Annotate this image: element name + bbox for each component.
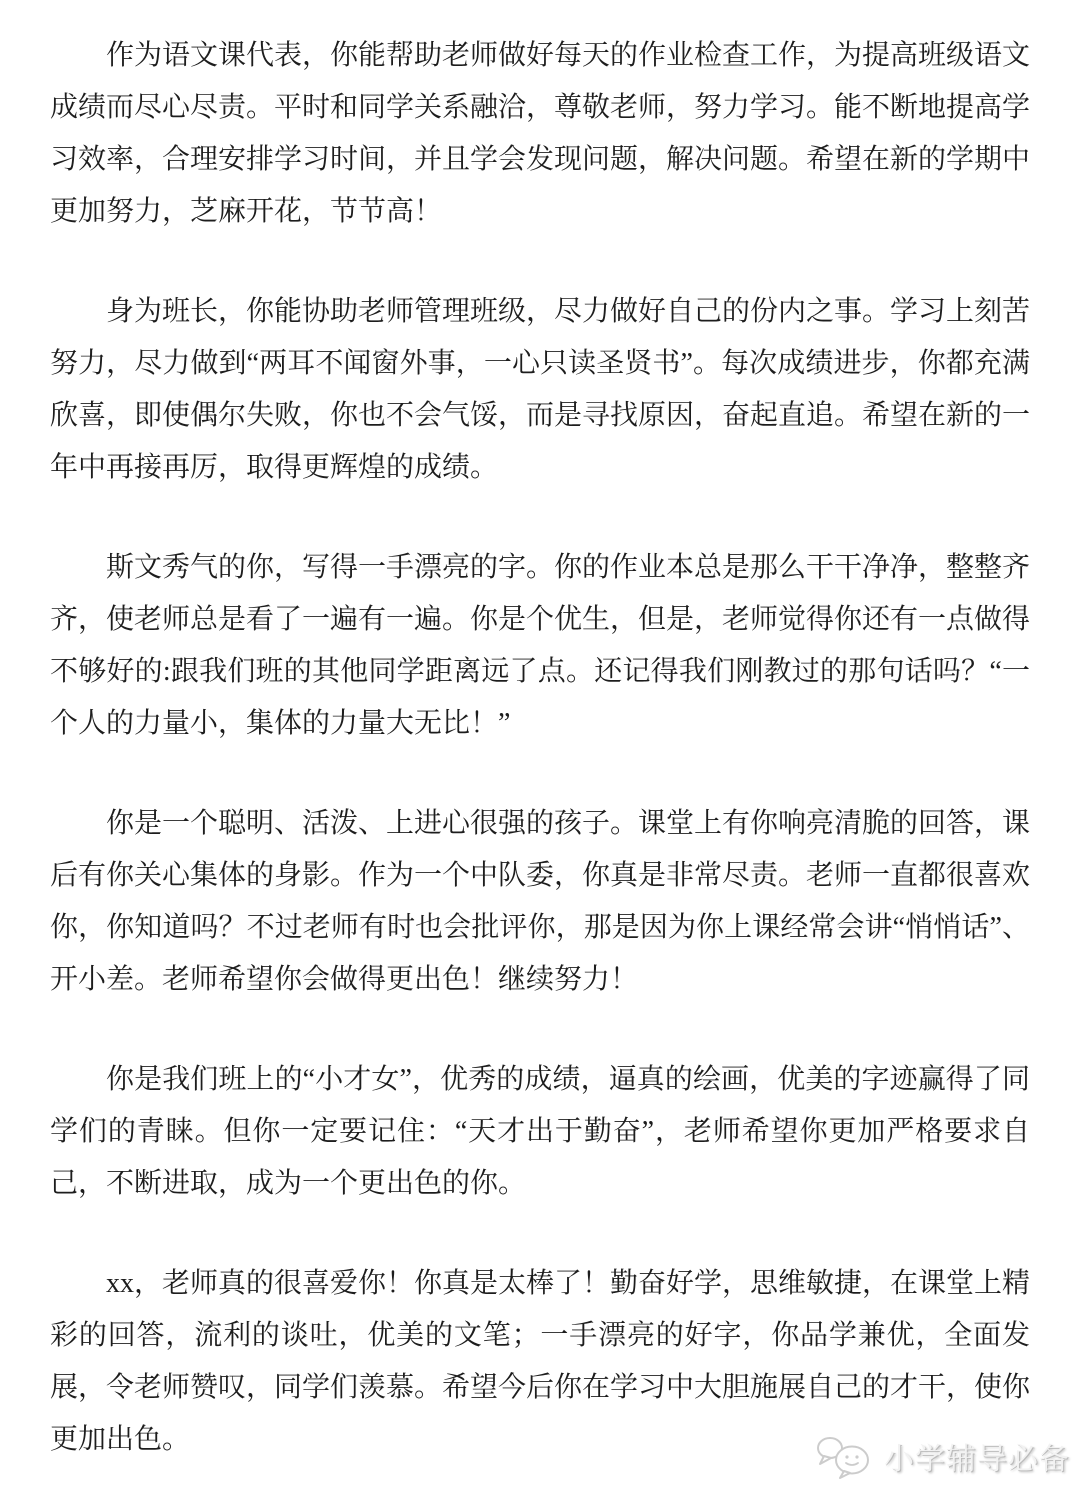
paragraph-5: 你是我们班上的“小才女”，优秀的成绩，逼真的绘画，优美的字迹赢得了同学们的青睐。但你一定要记住：“天才出于勤奋”，老师希望你更加严格要求自己，不断进取，成为一个更出色的你。 — [50, 1064, 1030, 1199]
paragraph-1: 作为语文课代表，你能帮助老师做好每天的作业检查工作，为提高班级语文成绩而尽心尽责。平时和同学关系融洽，尊敬老师，努力学习。能不断地提高学习效率，合理安排学习时间，并且学会发现问题，解决问题。希望在新的学期中更加努力，芝麻开花，节节高！ — [50, 40, 1031, 227]
paragraph-3: 斯文秀气的你，写得一手漂亮的字。你的作业本总是那么干干净净，整整齐齐，使老师总是看了一遍有一遍。你是个优生，但是，老师觉得你还有一点做得不够好的:跟我们班的其他同学距离远了点。还记得我们刚教过的那句话吗？“一个人的力量小，集体的力量大无比！” — [50, 552, 1031, 739]
paragraph-4: 你是一个聪明、活泼、上进心很强的孩子。课堂上有你响亮清脆的回答，课后有你关心集体的身影。作为一个中队委，你真是非常尽责。老师一直都很喜欢你，你知道吗？不过老师有时也会批评你，那是因为你上课经常会讲“悄悄话”、开小差。老师希望你会做得更出色！继续努力！ — [50, 808, 1031, 995]
paragraph-6: xx，老师真的很喜爱你！你真是太棒了！勤奋好学，思维敏捷，在课堂上精彩的回答，流利的谈吐，优美的文笔；一手漂亮的好字，你品学兼优，全面发展，令老师赞叹，同学们羡慕。希望今后你在学习中大胆施展自己的才干，使你更加出色。 — [50, 1268, 1031, 1455]
paragraph-2: 身为班长，你能协助老师管理班级，尽力做好自己的份内之事。学习上刻苦努力，尽力做到“两耳不闻窗外事，一心只读圣贤书”。每次成绩进步，你都充满欣喜，即使偶尔失败，你也不会气馁，而是寻找原因，奋起直追。希望在新的一年中再接再厉，取得更辉煌的成绩。 — [50, 296, 1031, 483]
watermark-text: 小学辅导必备 — [884, 1443, 1070, 1476]
